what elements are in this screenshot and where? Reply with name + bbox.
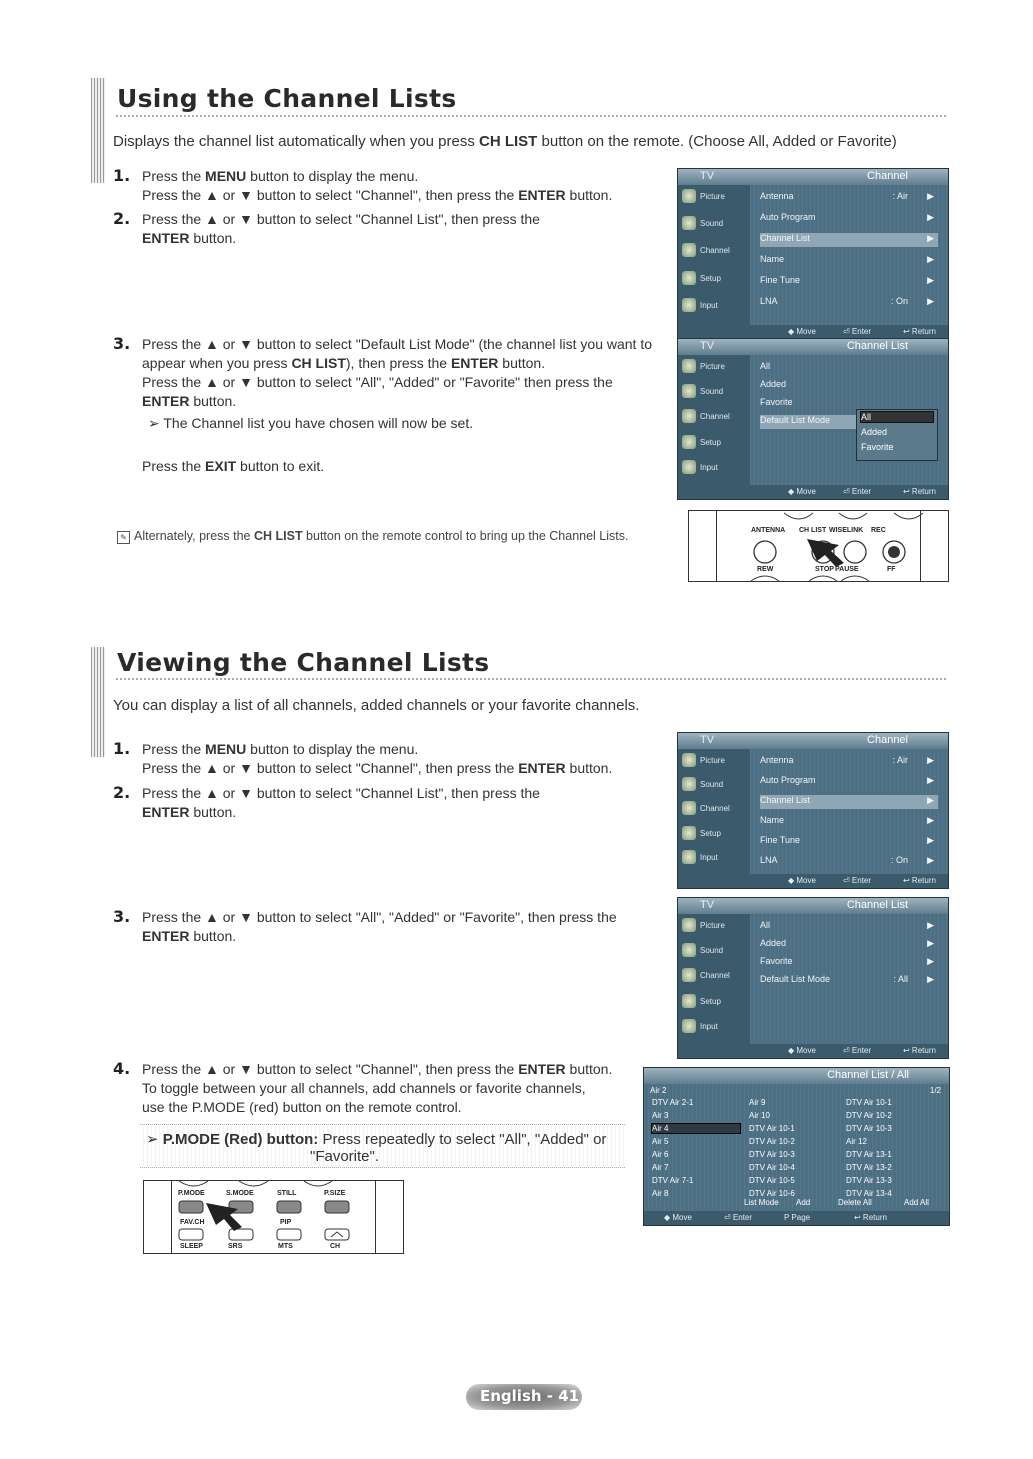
screen-footer-item: ↩ Return — [903, 487, 936, 496]
section-bar — [91, 78, 105, 183]
screen-title: Channel List — [846, 340, 908, 352]
exit-line: Press the EXIT button to exit. — [142, 458, 325, 474]
note-icon: ✎ — [117, 531, 130, 544]
picture-icon — [682, 189, 696, 203]
step-number: 2. — [113, 783, 131, 802]
screen-sidebar-item: Setup — [700, 828, 721, 838]
screen-menu-row — [760, 755, 938, 769]
step-text — [142, 210, 662, 248]
step-text — [142, 740, 662, 778]
step-number: 1. — [113, 739, 131, 758]
step-line: Press the ▲ or ▼ button to select "Channel List", then press the — [142, 785, 540, 801]
screen-footer — [678, 325, 948, 339]
channel-entry: DTV Air 10-1 — [749, 1124, 795, 1133]
channel-entry: DTV Air 13-3 — [846, 1176, 892, 1185]
screen-menu-row — [760, 254, 938, 268]
screen-menu-row — [760, 938, 938, 952]
step-line: Press the ▲ or ▼ button to select "Default List Mode" (the channel list you want to — [142, 336, 653, 352]
screen-footer-item: ⏎ Enter — [843, 876, 872, 885]
arrow-right-icon: ▶ — [927, 815, 934, 825]
channel-entry: DTV Air 10-2 — [846, 1111, 892, 1120]
picture-icon — [682, 918, 696, 932]
tip-line: ➢ The Channel list you have chosen will now be set. — [148, 415, 474, 431]
screen-corner-label: Air 2 — [650, 1086, 667, 1095]
screen-menu-row — [760, 835, 938, 849]
channel-entry: Air 4 — [652, 1124, 740, 1133]
screen-title: Channel — [867, 734, 908, 746]
step-number: 1. — [113, 166, 131, 185]
default-list-mode-popup — [856, 409, 938, 461]
screen-menu-label: Auto Program — [760, 212, 816, 222]
remote-button-label: STILL — [277, 1190, 297, 1197]
step-text — [142, 1060, 662, 1117]
channel-list-action: Delete All — [838, 1198, 872, 1207]
screen-sidebar-item: Picture — [700, 756, 725, 765]
screen-menu-label: Added — [760, 379, 787, 389]
sound-icon — [682, 384, 696, 398]
screen-menu-row — [760, 974, 938, 988]
setup-icon — [682, 994, 696, 1008]
channel-entry: Air 3 — [652, 1111, 669, 1120]
remote-button-label: PIP — [280, 1219, 292, 1226]
channel-entry: DTV Air 10-4 — [749, 1163, 795, 1172]
screen-sidebar-item: Input — [700, 300, 718, 310]
screen-sidebar-item: Channel — [700, 804, 730, 814]
step-number: 2. — [113, 209, 131, 228]
screen-menu-label: Channel List — [760, 233, 811, 243]
section-rule — [116, 678, 946, 680]
arrow-right-icon: ▶ — [927, 835, 934, 845]
step-line: ENTER button. — [142, 393, 237, 409]
channel-entry: DTV Air 10-3 — [749, 1150, 795, 1159]
screen-footer-item: ◆ Move — [664, 1213, 692, 1222]
section-title: Using the Channel Lists — [117, 84, 457, 113]
pmode-note: ➢ P.MODE (Red) button: Press repeatedly to select "All", "Added" or "Favorite". — [140, 1124, 625, 1168]
screen-sidebar-item: Sound — [700, 780, 724, 790]
popup-option: Favorite — [861, 442, 894, 452]
screen-footer-item: ⏎ Enter — [843, 1046, 872, 1055]
channel-icon — [682, 968, 696, 982]
tv-menu-screenshot — [643, 1067, 950, 1226]
tip-arrow-icon: ➢ — [146, 1131, 163, 1148]
page-number: English - 41 — [480, 1387, 580, 1405]
screen-sidebar — [678, 749, 750, 874]
input-icon — [682, 460, 696, 474]
note: ✎ Alternately, press the CH LIST button on the remote control to bring up the Channel Lists. — [117, 529, 628, 544]
screen-menu-label: All — [760, 920, 771, 930]
channel-list-actions — [644, 1197, 949, 1210]
channel-entry: DTV Air 10-3 — [846, 1124, 892, 1133]
step-line: ENTER button. — [142, 804, 237, 820]
step-line: Press the ▲ or ▼ button to select "Channel", then press the ENTER button. — [142, 187, 613, 203]
screen-footer — [678, 874, 948, 888]
screen-footer-item: ⏎ Enter — [843, 327, 872, 336]
remote-button-label: P.SIZE — [324, 1190, 346, 1197]
remote-control-illustration — [688, 510, 949, 582]
arrow-right-icon: ▶ — [927, 938, 934, 948]
screen-footer-item: ◆ Move — [788, 1046, 816, 1055]
screen-sidebar — [678, 185, 750, 325]
screen-menu-label: LNA — [760, 296, 778, 306]
channel-entry: Air 10 — [749, 1111, 770, 1120]
step-line: To toggle between your all channels, add channels or favorite channels, — [142, 1080, 586, 1096]
remote-button-label: S.MODE — [226, 1190, 254, 1197]
screen-menu-row — [760, 815, 938, 829]
screen-footer — [678, 485, 948, 499]
input-icon — [682, 850, 696, 864]
tv-menu-screenshot — [677, 168, 949, 340]
screen-menu-label: LNA — [760, 855, 778, 865]
channel-entry: DTV Air 10-1 — [846, 1098, 892, 1107]
screen-sidebar-item: Setup — [700, 273, 721, 283]
arrow-right-icon: ▶ — [927, 254, 934, 264]
remote-button-label: FF — [887, 566, 896, 573]
screen-footer-item: ⏎ Enter — [724, 1213, 753, 1222]
remote-button-label: WISELINK — [829, 527, 864, 534]
remote-button-label: STOP — [815, 566, 834, 573]
screen-menu-label: Fine Tune — [760, 835, 801, 845]
step-line: Press the MENU button to display the menu. — [142, 741, 419, 757]
step-text — [142, 784, 662, 822]
popup-option: All — [861, 412, 933, 422]
screen-footer — [678, 1044, 948, 1058]
screen-menu-label: Channel List — [760, 795, 811, 805]
section-rule — [116, 115, 946, 117]
step-line: ENTER button. — [142, 230, 237, 246]
screen-menu-label: All — [760, 361, 771, 371]
screen-tv-label: TV — [700, 899, 715, 911]
step-line: Press the ▲ or ▼ button to select "Channel List", then press the — [142, 211, 540, 227]
popup-option: Added — [861, 427, 888, 437]
screen-menu-label: Antenna — [760, 755, 794, 765]
screen-page-indicator: 1/2 — [929, 1086, 941, 1095]
screen-menu-row — [760, 275, 938, 289]
section-bar — [91, 647, 105, 757]
screen-title: Channel List — [846, 899, 908, 911]
remote-button-label: P.MODE — [178, 1190, 205, 1197]
arrow-right-icon: ▶ — [927, 795, 934, 805]
channel-entry: DTV Air 2-1 — [652, 1098, 694, 1107]
screen-sidebar-item: Input — [700, 1021, 718, 1031]
screen-sidebar-item: Picture — [700, 362, 725, 371]
screen-sidebar-item: Channel — [700, 246, 730, 256]
screen-footer — [644, 1211, 949, 1225]
tip-arrow-icon: ➢ — [148, 415, 164, 431]
channel-list-action: Add All — [904, 1198, 929, 1207]
screen-sidebar-item: Sound — [700, 219, 724, 229]
channel-list-action: List Mode — [744, 1198, 779, 1207]
setup-icon — [682, 826, 696, 840]
arrow-right-icon: ▶ — [927, 755, 934, 765]
screen-footer-item: ↩ Return — [903, 1046, 936, 1055]
screen-title: Channel List / All — [827, 1069, 909, 1081]
step-line: Press the MENU button to display the menu. — [142, 168, 419, 184]
setup-icon — [682, 271, 696, 285]
screen-menu-row — [760, 379, 938, 393]
remote-button-label: PAUSE — [835, 566, 859, 573]
screen-tv-label: TV — [700, 734, 715, 746]
screen-sidebar-item: Picture — [700, 921, 725, 930]
screen-footer-item: ◆ Move — [788, 327, 816, 336]
screen-menu-value: : All — [893, 974, 908, 984]
step-text — [142, 335, 662, 411]
tv-menu-screenshot — [677, 732, 949, 889]
remote-button-label: SLEEP — [180, 1243, 203, 1250]
sound-icon — [682, 777, 696, 791]
screen-menu-label: Added — [760, 938, 787, 948]
tv-menu-screenshot — [677, 897, 949, 1059]
remote-button-label: SRS — [228, 1243, 243, 1250]
remote-button-label: CH — [330, 1243, 341, 1250]
remote-control-illustration — [143, 1180, 404, 1254]
screen-footer-item: P Page — [784, 1213, 811, 1222]
step-line: use the P.MODE (red) button on the remote control. — [142, 1099, 462, 1115]
screen-menu-row — [760, 212, 938, 226]
step-line: Press the ▲ or ▼ button to select "All", "Added" or "Favorite", then press the — [142, 909, 617, 925]
channel-icon — [682, 409, 696, 423]
screen-menu-value: : Air — [892, 191, 908, 201]
step-number: 4. — [113, 1059, 131, 1078]
screen-sidebar — [678, 914, 750, 1044]
step-number: 3. — [113, 907, 131, 926]
screen-menu-label: Auto Program — [760, 775, 816, 785]
channel-entry: Air 5 — [652, 1137, 669, 1146]
screen-menu-label: Default List Mode — [760, 415, 831, 425]
screen-menu-value: : On — [890, 296, 908, 306]
screen-footer-item: ⏎ Enter — [843, 487, 872, 496]
channel-entry: DTV Air 10-5 — [749, 1176, 795, 1185]
channel-list-action: Add — [796, 1198, 811, 1207]
section-intro: You can display a list of all channels, added channels or your favorite channels. — [113, 697, 640, 714]
screen-menu-row — [760, 920, 938, 934]
screen-menu-label: Favorite — [760, 956, 793, 966]
screen-sidebar-item: Channel — [700, 971, 730, 981]
remote-buttons-graphic — [144, 1181, 403, 1253]
channel-entry: DTV Air 13-4 — [846, 1189, 892, 1198]
screen-tv-label: TV — [700, 170, 715, 182]
screen-sidebar-item: Channel — [700, 412, 730, 422]
remote-button-label: CH LIST — [799, 527, 827, 534]
arrow-right-icon: ▶ — [927, 233, 934, 243]
screen-sidebar-item: Setup — [700, 437, 721, 447]
section-title: Viewing the Channel Lists — [117, 648, 490, 677]
setup-icon — [682, 435, 696, 449]
arrow-right-icon: ▶ — [927, 956, 934, 966]
channel-entry: Air 7 — [652, 1163, 669, 1172]
screen-menu-row — [760, 795, 938, 809]
screen-sidebar-item: Sound — [700, 946, 724, 956]
step-line: Press the ▲ or ▼ button to select "Channel", then press the ENTER button. — [142, 1061, 613, 1077]
tv-menu-screenshot — [677, 338, 949, 500]
arrow-right-icon: ▶ — [927, 191, 934, 201]
channel-icon — [682, 801, 696, 815]
screen-menu-row — [760, 191, 938, 205]
remote-button-label: MTS — [278, 1243, 293, 1250]
picture-icon — [682, 359, 696, 373]
screen-menu-label: Favorite — [760, 397, 793, 407]
sound-icon — [682, 943, 696, 957]
step-line: Press the ▲ or ▼ button to select "Channel", then press the ENTER button. — [142, 760, 613, 776]
screen-sidebar-item: Sound — [700, 387, 724, 397]
arrow-right-icon: ▶ — [927, 212, 934, 222]
screen-sidebar-item: Input — [700, 852, 718, 862]
screen-menu-value: : Air — [892, 755, 908, 765]
arrow-right-icon: ▶ — [927, 920, 934, 930]
remote-button-label: FAV.CH — [180, 1219, 205, 1226]
arrow-right-icon: ▶ — [927, 855, 934, 865]
screen-menu-label: Antenna — [760, 191, 794, 201]
remote-button-label: ANTENNA — [751, 527, 786, 534]
screen-menu-row — [760, 775, 938, 789]
screen-menu-row — [760, 296, 938, 310]
screen-menu-label: Name — [760, 815, 785, 825]
remote-button-label: REW — [757, 566, 774, 573]
sound-icon — [682, 216, 696, 230]
screen-tv-label: TV — [700, 340, 715, 352]
channel-entry: Air 8 — [652, 1189, 669, 1198]
section-intro: Displays the channel list automatically when you press CH LIST button on the remote. (Choose All, Added or Favorite) — [113, 133, 897, 150]
screen-menu-value: : On — [890, 855, 908, 865]
channel-entry: DTV Air 10-6 — [749, 1189, 795, 1198]
screen-footer-item: ↩ Return — [903, 876, 936, 885]
screen-menu-row — [760, 361, 938, 375]
input-icon — [682, 298, 696, 312]
screen-sidebar-item: Input — [700, 462, 718, 472]
picture-icon — [682, 753, 696, 767]
remote-button-label: REC — [871, 527, 886, 534]
screen-footer-item: ◆ Move — [788, 487, 816, 496]
step-line: Press the ▲ or ▼ button to select "All", "Added" or "Favorite" then press the — [142, 374, 613, 390]
pmode-note-line2: "Favorite". — [310, 1148, 380, 1165]
arrow-right-icon: ▶ — [927, 275, 934, 285]
channel-entry: DTV Air 13-1 — [846, 1150, 892, 1159]
channel-entry: DTV Air 13-2 — [846, 1163, 892, 1172]
screen-footer-item: ↩ Return — [854, 1213, 887, 1222]
screen-menu-label: Default List Mode — [760, 974, 831, 984]
arrow-right-icon: ▶ — [927, 974, 934, 984]
screen-title: Channel — [867, 170, 908, 182]
screen-menu-label: Name — [760, 254, 785, 264]
screen-menu-row — [760, 855, 938, 869]
step-line: appear when you press CH LIST), then press the ENTER button. — [142, 355, 546, 371]
input-icon — [682, 1019, 696, 1033]
step-number: 3. — [113, 334, 131, 353]
screen-menu-row — [760, 233, 938, 247]
channel-entry: Air 12 — [846, 1137, 867, 1146]
channel-entry: Air 6 — [652, 1150, 669, 1159]
arrow-right-icon: ▶ — [927, 775, 934, 785]
channel-entry: DTV Air 7-1 — [652, 1176, 694, 1185]
channel-icon — [682, 243, 696, 257]
screen-footer-item: ↩ Return — [903, 327, 936, 336]
screen-menu-label: Fine Tune — [760, 275, 801, 285]
step-line: ENTER button. — [142, 928, 237, 944]
screen-footer-item: ◆ Move — [788, 876, 816, 885]
screen-sidebar-item: Picture — [700, 192, 725, 201]
remote-buttons-graphic — [689, 511, 948, 581]
arrow-right-icon: ▶ — [927, 296, 934, 306]
step-text — [142, 908, 662, 946]
screen-menu-row — [760, 956, 938, 970]
channel-entry: Air 9 — [749, 1098, 766, 1107]
screen-sidebar — [678, 355, 750, 485]
step-text — [142, 167, 662, 205]
channel-entry: DTV Air 10-2 — [749, 1137, 795, 1146]
screen-sidebar-item: Setup — [700, 996, 721, 1006]
